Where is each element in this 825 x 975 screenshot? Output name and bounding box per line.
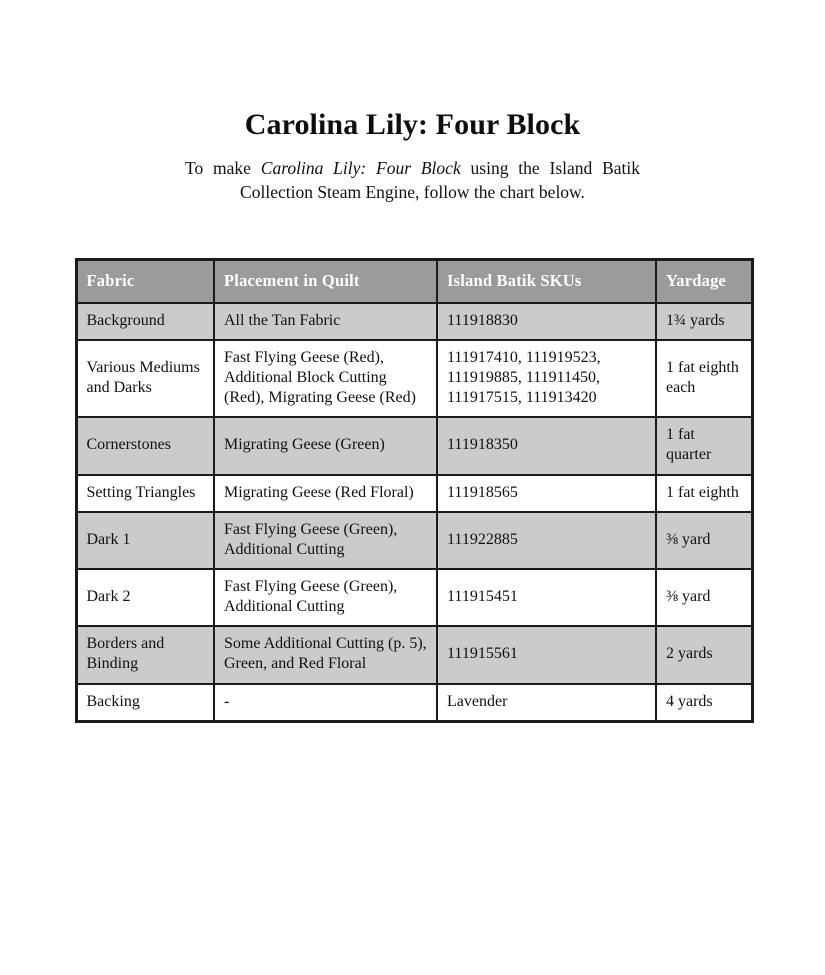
- cell-yardage: 1 fat eighth: [656, 475, 752, 512]
- table-row: [76, 417, 752, 474]
- cell-fabric: Backing: [76, 684, 214, 722]
- cell-fabric: Dark 2: [76, 569, 214, 626]
- cell-yardage: 1 fat eighth each: [656, 340, 752, 417]
- table-row: [76, 684, 752, 722]
- cell-sku: 111918350: [437, 417, 656, 474]
- fabric-requirements-table-wrapper: [75, 258, 751, 723]
- cell-placement: Fast Flying Geese (Green), Additional Cutting: [214, 569, 437, 626]
- column-header-fabric: Fabric: [76, 259, 214, 302]
- cell-placement: Fast Flying Geese (Green), Additional Cutting: [214, 512, 437, 569]
- cell-sku: 111922885: [437, 512, 656, 569]
- cell-fabric: Borders and Binding: [76, 626, 214, 683]
- cell-sku: 111918565: [437, 475, 656, 512]
- table-row: [76, 340, 752, 417]
- page-subtitle: [185, 156, 640, 204]
- cell-placement: Fast Flying Geese (Red), Additional Block Cutting (Red), Migrating Geese (Red): [214, 340, 437, 417]
- table-row: [76, 475, 752, 512]
- page-title: Carolina Lily: Four Block: [244, 108, 581, 141]
- cell-yardage: 1 fat quarter: [656, 417, 752, 474]
- table-header: [76, 259, 752, 302]
- cell-sku: 111917410, 111919523, 111919885, 111911450, 111917515, 111913420: [437, 340, 656, 417]
- cell-placement: Migrating Geese (Red Floral): [214, 475, 437, 512]
- fabric-requirements-table: [75, 258, 754, 723]
- cell-sku: Lavender: [437, 684, 656, 722]
- cell-fabric: Cornerstones: [76, 417, 214, 474]
- cell-fabric: Various Mediums and Darks: [76, 340, 214, 417]
- subtitle-pattern-name: Carolina Lily: Four Block: [260, 157, 461, 178]
- table-row: [76, 626, 752, 683]
- table-row: [76, 303, 752, 340]
- cell-fabric: Dark 1: [76, 512, 214, 569]
- cell-placement: Some Additional Cutting (p. 5), Green, and Red Floral: [214, 626, 437, 683]
- cell-placement: -: [214, 684, 437, 722]
- column-header-sku: Island Batik SKUs: [437, 259, 656, 302]
- cell-placement: Migrating Geese (Green): [214, 417, 437, 474]
- cell-yardage: 2 yards: [656, 626, 752, 683]
- cell-sku: 111915561: [437, 626, 656, 683]
- cell-sku: 111915451: [437, 569, 656, 626]
- column-header-yardage: Yardage: [656, 259, 752, 302]
- table-row: [76, 512, 752, 569]
- column-header-placement: Placement in Quilt: [214, 259, 437, 302]
- cell-fabric: Setting Triangles: [76, 475, 214, 512]
- subtitle-lead: To make: [185, 157, 261, 178]
- cell-yardage: 4 yards: [656, 684, 752, 722]
- table-row: [76, 569, 752, 626]
- cell-fabric: Background: [76, 303, 214, 340]
- table-body: [76, 303, 752, 722]
- cell-yardage: ⅜ yard: [656, 569, 752, 626]
- cell-placement: All the Tan Fabric: [214, 303, 437, 340]
- subtitle-tail: using the Island Batik Collection Steam Engine, follow the chart below.: [240, 157, 641, 202]
- cell-sku: 111918830: [437, 303, 656, 340]
- cell-yardage: ⅜ yard: [656, 512, 752, 569]
- cell-yardage: 1¾ yards: [656, 303, 752, 340]
- table-header-row: [76, 259, 752, 302]
